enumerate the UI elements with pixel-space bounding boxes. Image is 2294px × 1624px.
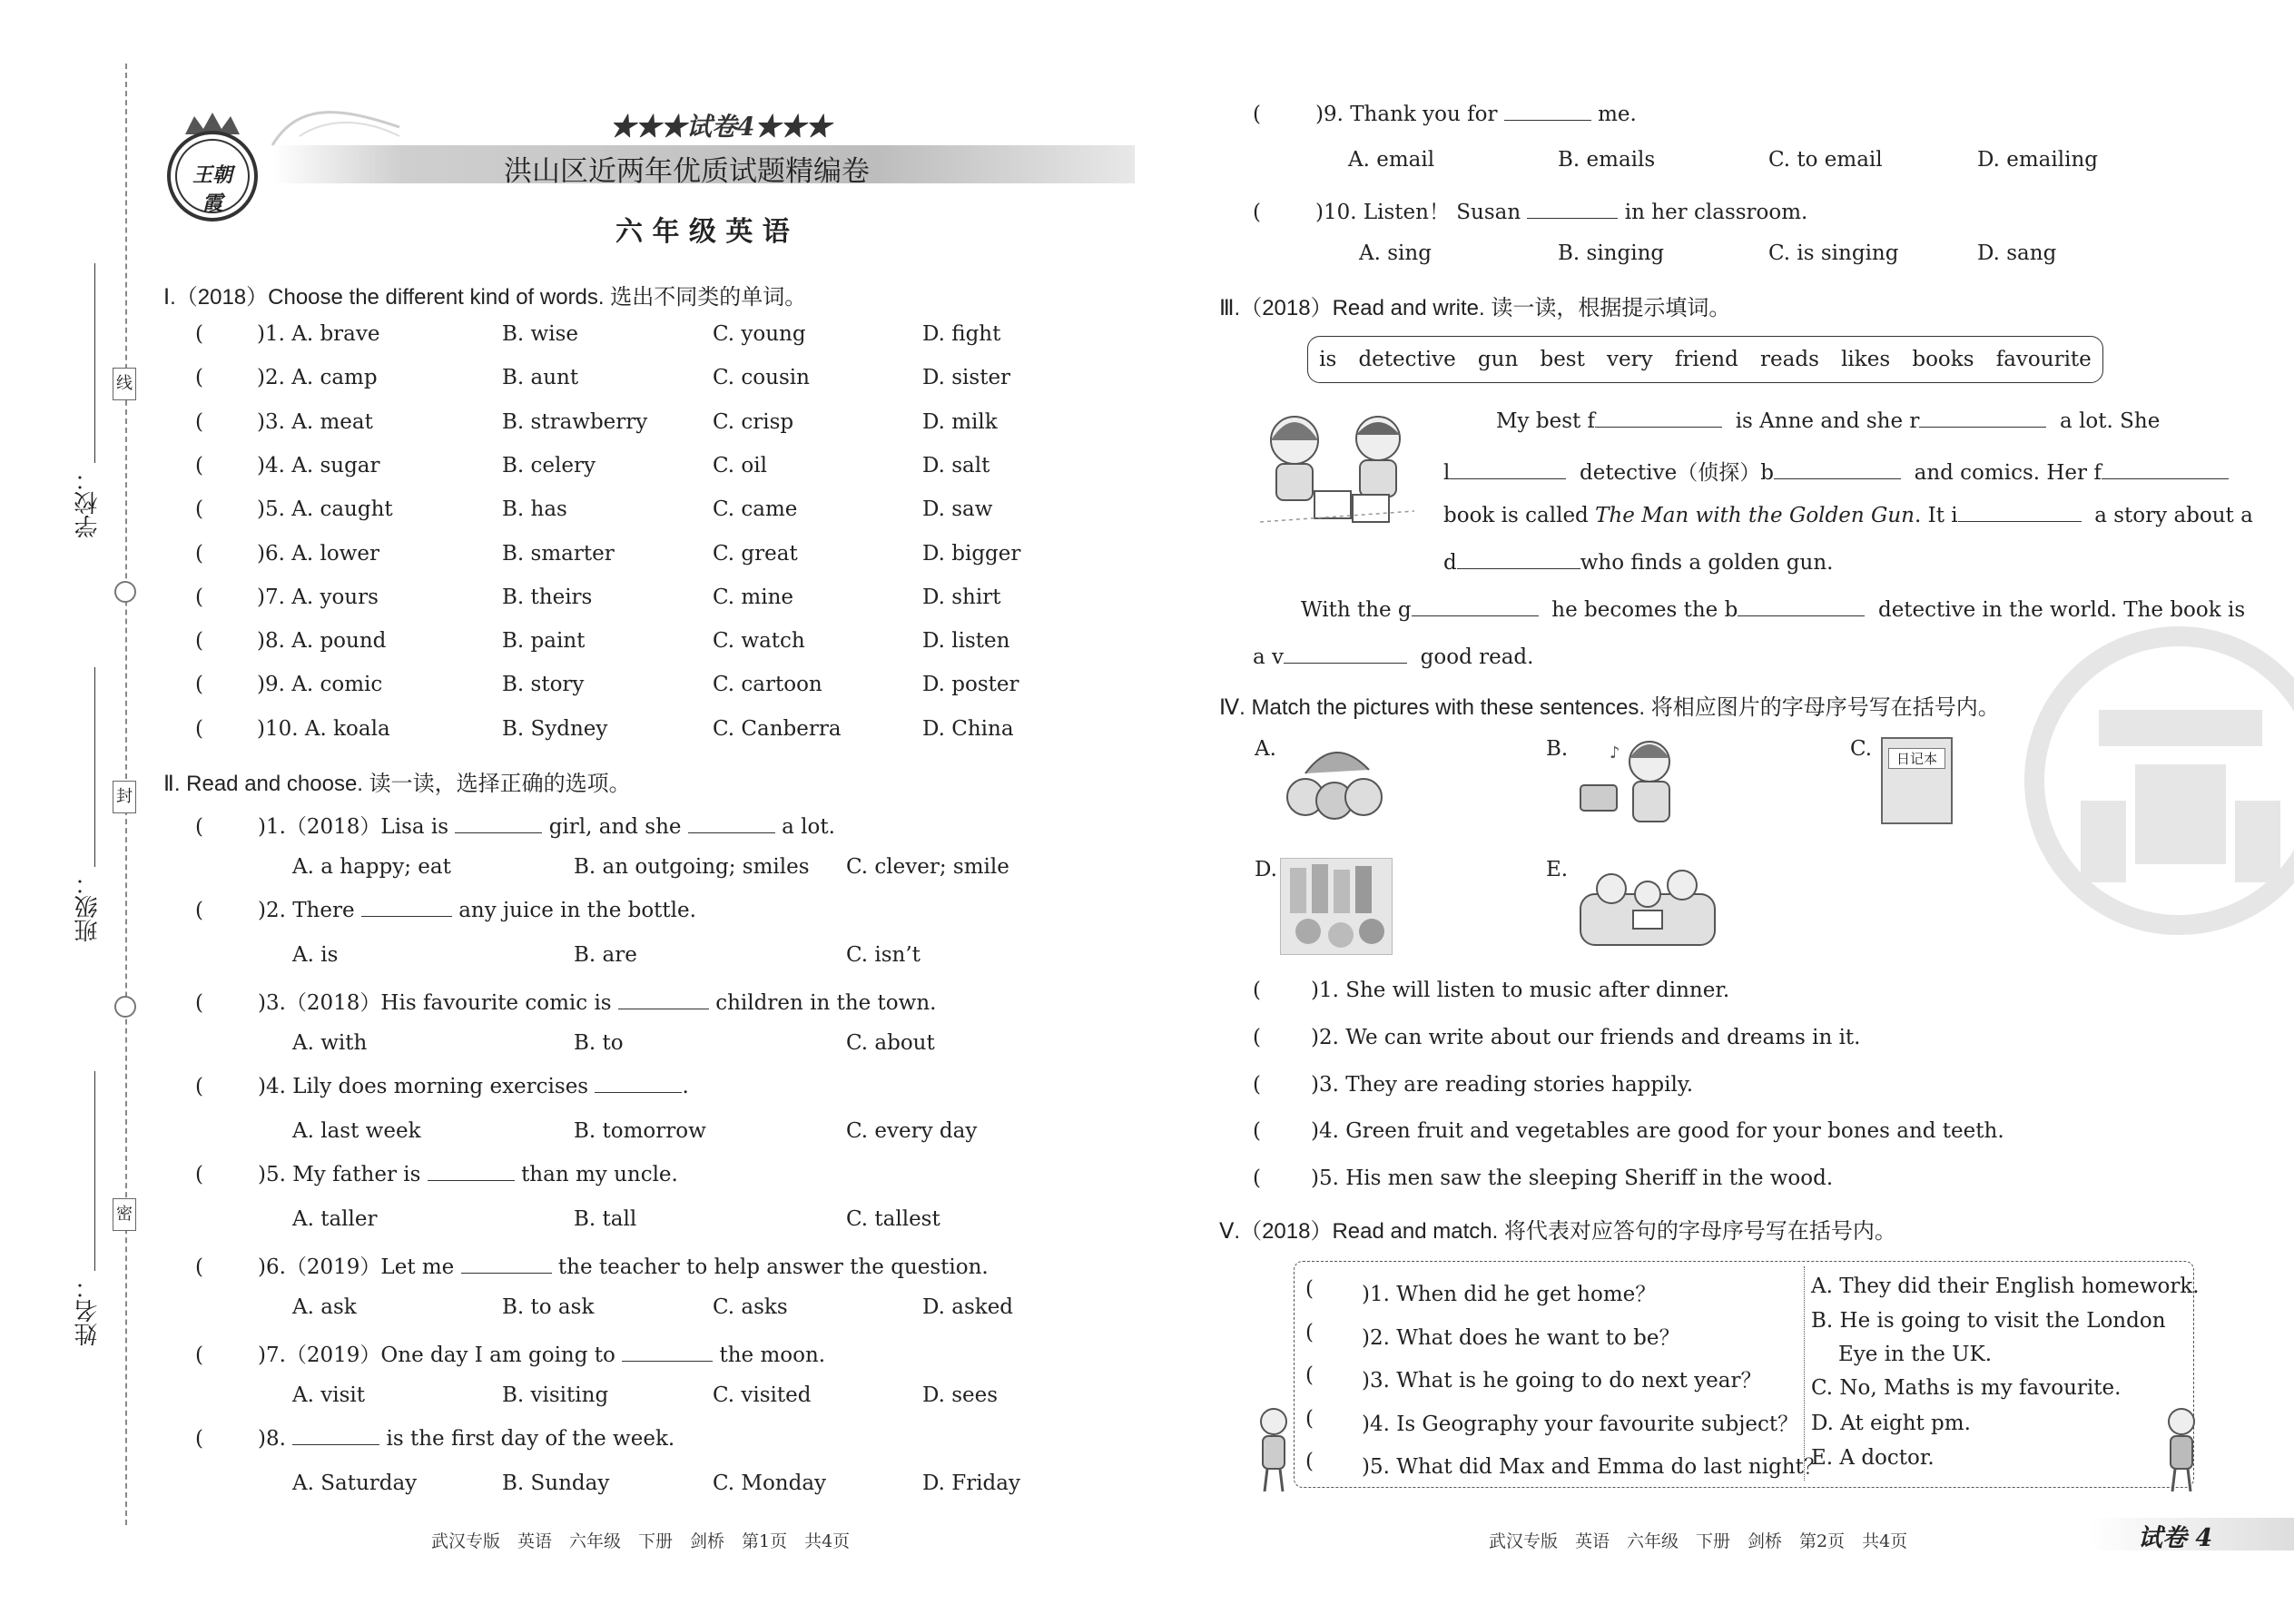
option: A. is xyxy=(292,943,339,967)
answer-blank[interactable] xyxy=(1457,550,1580,569)
option: B. to xyxy=(574,1031,624,1055)
answer-blank[interactable] xyxy=(1504,102,1591,121)
option-c: C. young xyxy=(713,322,806,346)
question-2-1: ( )1.（2018）Lisa is girl, and she a lot. xyxy=(195,815,835,839)
passage-line-4: d who finds a golden gun. xyxy=(1443,551,1834,575)
answer-paren[interactable]: ( xyxy=(195,629,203,653)
exam-number-title: ★★★试卷4★★★ xyxy=(610,112,832,142)
binding-dot-2 xyxy=(114,996,136,1018)
section-2-title: Ⅱ. Read and choose. 读一读，选择正确的选项。 xyxy=(163,772,631,796)
section-3-title: Ⅲ.（2018）Read and write. 读一读，根据提示填词。 xyxy=(1219,296,1731,320)
kids-reading-illustration xyxy=(1251,404,1423,536)
option: B. an outgoing; smiles xyxy=(574,855,810,879)
diary-picture xyxy=(1881,737,1953,824)
option: D. sees xyxy=(922,1383,999,1407)
option-b: B. aunt xyxy=(502,366,579,389)
passage-line-3: book is called The Man with the Golden Gun. It i a story about a xyxy=(1443,504,2253,527)
school-field-line xyxy=(94,263,95,463)
option: C. about xyxy=(846,1031,935,1055)
answer-paren[interactable]: ( xyxy=(1305,1321,1314,1344)
answer-paren[interactable]: ( xyxy=(1305,1407,1314,1431)
option-d: D. listen xyxy=(922,629,1010,653)
word-bank-item: favourite xyxy=(1995,348,2092,371)
option-d: D. poster xyxy=(922,673,1019,696)
match-sentence: )3. They are reading stories happily. xyxy=(1311,1073,1694,1097)
option-d: D. sister xyxy=(922,366,1011,389)
question-2-8: ( )8. is the first day of the week. xyxy=(195,1427,675,1451)
answer-blank[interactable] xyxy=(428,1162,515,1181)
answer-blank[interactable] xyxy=(1774,460,1901,479)
answer-paren[interactable]: ( xyxy=(1253,1166,1261,1190)
answer-blank[interactable] xyxy=(622,1343,713,1362)
section-5-title: Ⅴ.（2018）Read and match. 将代表对应答句的字母序号写在括号内。 xyxy=(1219,1219,1896,1244)
match-answer: A. They did their English homework. xyxy=(1811,1275,2200,1298)
option-d: D. shirt xyxy=(922,586,1001,609)
passage-line-1: My best f is Anne and she r a lot. She xyxy=(1496,409,2161,433)
option: C. to email xyxy=(1768,148,1883,172)
option: A. taller xyxy=(292,1207,378,1231)
section-4-title: Ⅳ. Match the pictures with these sentences. 将相应图片的字母序号写在括号内。 xyxy=(1219,695,2000,720)
answer-blank[interactable] xyxy=(1412,597,1539,616)
answer-paren[interactable]: ( xyxy=(195,673,203,696)
school-label: 学校： xyxy=(74,468,102,538)
footer-left: 武汉专版 英语 六年级 下册 剑桥 第1页 共4页 xyxy=(431,1531,851,1551)
picture-label-e: E. xyxy=(1546,858,1569,881)
question-number-option-a: )3. A. meat xyxy=(257,410,373,434)
answer-blank[interactable] xyxy=(455,814,542,833)
option: A. Saturday xyxy=(292,1471,418,1495)
question-number-option-a: )1. A. brave xyxy=(257,322,380,346)
option: C. isn’t xyxy=(846,943,921,967)
option-d: D. fight xyxy=(922,322,1001,346)
binding-box-secret: 密 xyxy=(113,1198,136,1231)
girl-figure xyxy=(1251,1405,1296,1496)
match-question: )2. What does he want to be？ xyxy=(1362,1326,1680,1350)
match-sentence: )2. We can write about our friends and dreams in it. xyxy=(1311,1026,1861,1049)
section-1-title: Ⅰ.（2018）Choose the different kind of words. 选出不同类的单词。 xyxy=(163,285,807,310)
question-2-2: ( )2. There any juice in the bottle. xyxy=(195,899,696,922)
logo-emblem xyxy=(165,107,260,225)
answer-paren[interactable]: ( xyxy=(1253,1073,1261,1097)
answer-blank[interactable] xyxy=(2102,460,2229,479)
word-bank-item: reads xyxy=(1760,348,1819,371)
name-label: 姓名： xyxy=(74,1275,102,1346)
word-bank-item: very xyxy=(1607,348,1653,371)
answer-paren[interactable]: ( xyxy=(195,586,203,609)
word-bank-item: gun xyxy=(1477,348,1519,371)
footer-right: 武汉专版 英语 六年级 下册 剑桥 第2页 共4页 xyxy=(1489,1531,1908,1551)
option: B. emails xyxy=(1558,148,1656,172)
match-sentence: )1. She will listen to music after dinner. xyxy=(1311,979,1730,1002)
answer-paren[interactable]: ( xyxy=(1253,979,1261,1002)
answer-paren[interactable]: ( xyxy=(1305,1450,1314,1473)
option-c: C. mine xyxy=(713,586,793,609)
question-2-4: ( )4. Lily does morning exercises . xyxy=(195,1075,689,1098)
secret-watermark xyxy=(2024,626,2294,935)
word-bank-item: detective xyxy=(1358,348,1456,371)
picture-label-d: D. xyxy=(1255,858,1277,881)
answer-paren[interactable]: ( xyxy=(1253,1119,1261,1143)
word-bank-item: best xyxy=(1540,348,1585,371)
question-2-7: ( )7.（2019）One day I am going to the moon. xyxy=(195,1343,826,1367)
option-b: B. celery xyxy=(502,454,596,477)
match-question: )5. What did Max and Emma do last night？ xyxy=(1362,1455,1825,1479)
answer-paren[interactable]: ( xyxy=(195,717,203,741)
svg-text:♪: ♪ xyxy=(1610,743,1620,763)
match-sentence: )5. His men saw the sleeping Sheriff in the wood. xyxy=(1311,1166,1834,1190)
option-c: C. great xyxy=(713,542,798,566)
name-field-line xyxy=(94,1071,95,1271)
footer-tag: 试卷 4 xyxy=(2138,1524,2213,1552)
option: C. every day xyxy=(846,1119,978,1143)
option: B. tall xyxy=(574,1207,637,1231)
passage-line-5: With the g he becomes the b detective in the world. The book is xyxy=(1301,598,2246,622)
picture-label-a: A. xyxy=(1255,737,1276,761)
option: B. to ask xyxy=(502,1295,595,1319)
match-answer: E. A doctor. xyxy=(1811,1446,1935,1470)
option: B. are xyxy=(574,943,637,967)
answer-paren[interactable]: ( xyxy=(195,497,203,521)
question-2-9: ( )9. Thank you for me. xyxy=(1253,103,1637,126)
option: B. Sunday xyxy=(502,1471,610,1495)
answer-blank[interactable] xyxy=(1919,408,2046,428)
word-bank-item: friend xyxy=(1674,348,1738,371)
answer-blank[interactable] xyxy=(595,1074,682,1093)
fruit-picture xyxy=(1278,733,1392,824)
answer-blank[interactable] xyxy=(361,898,452,917)
answer-blank[interactable] xyxy=(1450,460,1566,479)
answer-paren[interactable]: ( xyxy=(195,410,203,434)
answer-blank[interactable] xyxy=(292,1426,379,1445)
question-number-option-a: )9. A. comic xyxy=(257,673,383,696)
answer-blank[interactable] xyxy=(618,990,709,1009)
option: B. visiting xyxy=(502,1383,609,1407)
match-answer: B. He is going to visit the London xyxy=(1811,1309,2166,1333)
option-b: B. theirs xyxy=(502,586,593,609)
option-d: D. China xyxy=(922,717,1014,741)
option: C. clever; smile xyxy=(846,855,1009,879)
option: A. sing xyxy=(1359,241,1432,265)
picture-label-b: B. xyxy=(1546,737,1569,761)
answer-paren[interactable]: ( xyxy=(1305,1277,1314,1301)
passage-line-2: l detective（侦探）b and comics. Her f xyxy=(1443,456,2229,486)
binding-box-seal: 封 xyxy=(113,781,136,813)
option-c: C. crisp xyxy=(713,410,794,434)
match-question: )1. When did he get home？ xyxy=(1362,1283,1657,1306)
option-d: D. salt xyxy=(922,454,990,477)
question-number-option-a: )10. A. koala xyxy=(257,717,390,741)
word-bank-item: books xyxy=(1912,348,1974,371)
option-b: B. paint xyxy=(502,629,586,653)
ribbon-decoration xyxy=(263,100,409,158)
binding-box-line: 线 xyxy=(113,368,136,400)
passage-line-6: a v good read. xyxy=(1253,645,1534,669)
option-b: B. strawberry xyxy=(502,410,648,434)
question-number-option-a: )2. A. camp xyxy=(257,366,378,389)
answer-blank[interactable] xyxy=(461,1255,552,1274)
match-answer: D. At eight pm. xyxy=(1811,1412,1971,1435)
option: C. asks xyxy=(713,1295,788,1319)
girl-music-picture xyxy=(1573,731,1687,831)
option-c: C. watch xyxy=(713,629,805,653)
answer-blank[interactable] xyxy=(688,814,775,833)
question-2-6: ( )6.（2019）Let me the teacher to help answer the question. xyxy=(195,1255,989,1279)
option: A. email xyxy=(1348,148,1435,172)
option: A. last week xyxy=(292,1119,421,1143)
boy-figure xyxy=(2159,1405,2204,1496)
subject-title: 六 年 级 英 语 xyxy=(615,216,790,248)
match-sentence: )4. Green fruit and vegetables are good for your bones and teeth. xyxy=(1311,1119,2004,1143)
option: C. is singing xyxy=(1768,241,1899,265)
word-bank-item: likes xyxy=(1841,348,1891,371)
question-number-option-a: )6. A. lower xyxy=(257,542,379,566)
match-answer: Eye in the UK. xyxy=(1838,1343,1993,1366)
option-b: B. wise xyxy=(502,322,578,346)
answer-blank[interactable] xyxy=(1738,597,1865,616)
picture-label-c: C. xyxy=(1850,737,1873,761)
question-number-option-a: )5. A. caught xyxy=(257,497,393,521)
option-b: B. smarter xyxy=(502,542,615,566)
option-c: C. cartoon xyxy=(713,673,822,696)
question-2-5: ( )5. My father is than my uncle. xyxy=(195,1163,678,1186)
answer-paren[interactable]: ( xyxy=(1305,1363,1314,1387)
answer-blank[interactable] xyxy=(1595,408,1722,428)
question-number-option-a: )8. A. pound xyxy=(257,629,387,653)
option-d: D. milk xyxy=(922,410,998,434)
question-2-3: ( )3.（2018）His favourite comic is children in the town. xyxy=(195,991,937,1015)
match-question: )3. What is he going to do next year？ xyxy=(1362,1369,1762,1393)
option-c: C. cousin xyxy=(713,366,810,389)
option-c: C. oil xyxy=(713,454,767,477)
match-question: )4. Is Geography your favourite subject？ xyxy=(1362,1412,1799,1436)
vegetables-picture xyxy=(1280,858,1393,955)
option-b: B. has xyxy=(502,497,567,521)
question-number-option-a: )4. A. sugar xyxy=(257,454,380,477)
word-bank xyxy=(1307,336,2103,383)
question-number-option-a: )7. A. yours xyxy=(257,586,379,609)
answer-blank[interactable] xyxy=(1958,503,2082,522)
answer-paren[interactable]: ( xyxy=(195,454,203,477)
diary-label: 日记本 xyxy=(1888,748,1945,769)
option: D. sang xyxy=(1977,241,2057,265)
option-d: D. saw xyxy=(922,497,993,521)
match-box-divider xyxy=(1804,1266,1805,1481)
option-c: C. Canberra xyxy=(713,717,842,741)
match-answer: C. No, Maths is my favourite. xyxy=(1811,1376,2122,1400)
option-c: C. came xyxy=(713,497,798,521)
option: C. visited xyxy=(713,1383,812,1407)
answer-paren[interactable]: ( xyxy=(195,542,203,566)
answer-blank[interactable] xyxy=(1284,645,1407,664)
question-2-10: ( )10. Listen！ Susan in her classroom. xyxy=(1253,201,1808,224)
option-d: D. bigger xyxy=(922,542,1021,566)
option: C. Monday xyxy=(713,1471,827,1495)
answer-paren[interactable]: ( xyxy=(195,322,203,346)
option-b: B. Sydney xyxy=(502,717,608,741)
option: A. ask xyxy=(292,1295,357,1319)
option: C. tallest xyxy=(846,1207,940,1231)
option: B. singing xyxy=(1558,241,1665,265)
class-label: 班级： xyxy=(74,871,102,942)
binding-dot-1 xyxy=(114,581,136,603)
option: A. a happy; eat xyxy=(292,855,451,879)
answer-paren[interactable]: ( xyxy=(1253,1026,1261,1049)
answer-blank[interactable] xyxy=(1527,200,1618,219)
class-field-line xyxy=(94,667,95,867)
option: A. with xyxy=(292,1031,368,1055)
option: A. visit xyxy=(292,1383,365,1407)
series-title: 洪山区近两年优质试题精编卷 xyxy=(504,155,870,187)
word-bank-item: is xyxy=(1319,348,1337,371)
option: D. asked xyxy=(922,1295,1014,1319)
answer-paren[interactable]: ( xyxy=(195,366,203,389)
option: D. emailing xyxy=(1977,148,2098,172)
option: D. Friday xyxy=(922,1471,1020,1495)
family-reading-picture xyxy=(1575,858,1720,953)
option-b: B. story xyxy=(502,673,585,696)
option: B. tomorrow xyxy=(574,1119,706,1143)
logo-text: 王朝霞 xyxy=(192,163,232,215)
